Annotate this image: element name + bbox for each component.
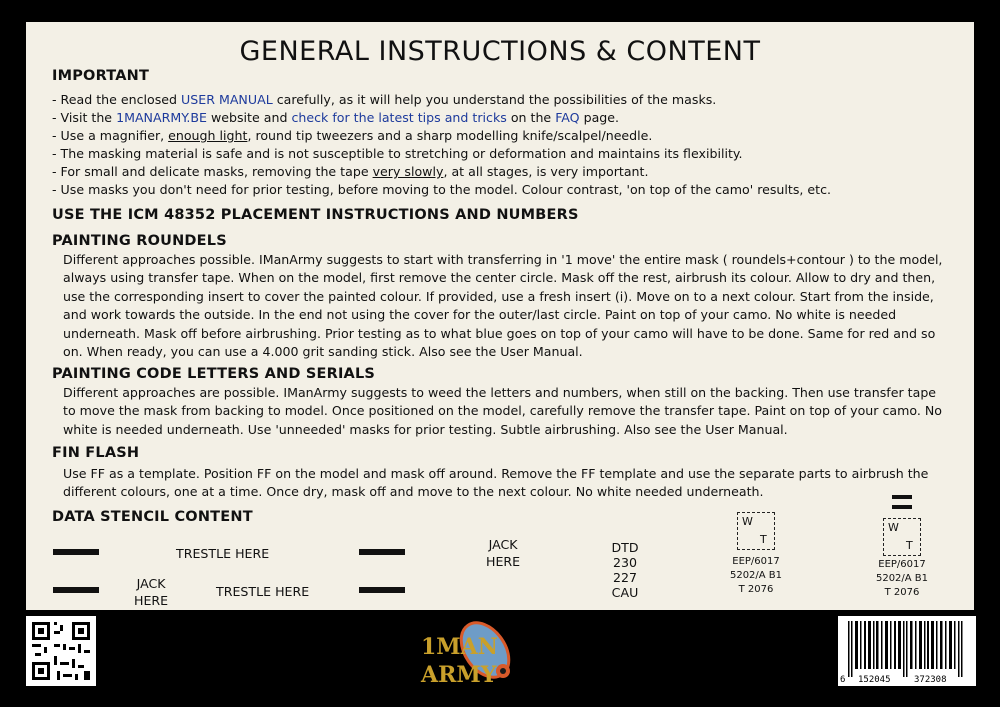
- letters-text: Different approaches are possible. IManArmy suggests to weed the letters and numbers, when still on the backing. Then use transfer tape to move the mask from backing to model. Once positioned on the model, carefully remove the transfer tape. Paint on top of your camo. No white is needed underneath. Use 'unneeded' masks for prior testing. Subtle airbrushing. Also see the User Manual.: [63, 385, 942, 437]
- dtd-stencil: [610, 540, 640, 600]
- stencil-bar: [359, 549, 405, 555]
- eep-text: EEP/6017: [732, 556, 780, 567]
- trestle-here-label: TRESTLE HERE: [176, 546, 270, 561]
- use-icm-heading: USE THE ICM 48352 PLACEMENT INSTRUCTIONS AND NUMBERS: [52, 207, 579, 223]
- important-line-2: [52, 110, 619, 125]
- barcode-graphic: [838, 616, 976, 686]
- fin-flash-heading: FIN FLASH: [52, 445, 140, 461]
- w-letter: W: [742, 515, 753, 528]
- jack-text: JACK: [136, 576, 166, 591]
- logo-text-1man: 1MAN: [421, 634, 498, 660]
- w-letter: W: [888, 521, 899, 534]
- stencil-bar: [892, 505, 912, 509]
- text: carefully, as it will help you understand the possibilities of the masks.: [272, 92, 717, 107]
- wt-stencil-box: [737, 512, 775, 550]
- dtd-text: DTD: [611, 540, 639, 555]
- barcode-digits-right: 372308: [914, 675, 947, 685]
- important-line-5: [52, 164, 648, 179]
- text: - Use a magnifier,: [52, 128, 169, 143]
- page-title: GENERAL INSTRUCTIONS & CONTENT: [239, 36, 761, 67]
- important-line-1: [52, 92, 716, 107]
- stencil-bar: [359, 587, 405, 593]
- stencil-bar: [53, 587, 99, 593]
- eep-stencil: [726, 555, 786, 597]
- cau-text: CAU: [611, 585, 639, 600]
- user-manual-link[interactable]: USER MANUAL: [181, 92, 273, 107]
- spec-text: 5202/A B1: [729, 570, 783, 581]
- spec-text: 5202/A B1: [875, 573, 929, 584]
- qr-code-graphic: [26, 616, 96, 686]
- text: - For small and delicate masks, removing the tape: [52, 164, 373, 179]
- instruction-panel: [26, 22, 974, 610]
- letters-heading: PAINTING CODE LETTERS AND SERIALS: [52, 366, 376, 382]
- barcode-digits-left: 152045: [858, 675, 891, 685]
- wt-stencil-box: [883, 518, 921, 556]
- eep-stencil: [872, 558, 932, 600]
- important-line-6: - Use masks you don't need for prior testing, before moving to the model. Colour contrast, 'on top of the camo' results, etc.: [52, 182, 832, 197]
- text: on the: [506, 110, 556, 125]
- underlined-text: very slowly: [372, 164, 444, 179]
- t2076-text: T 2076: [884, 587, 920, 598]
- text: , round tip tweezers and a sharp modelling knife/scalpel/needle.: [247, 128, 653, 143]
- barcode-digit: 6: [840, 675, 846, 685]
- dtd-number: 227: [612, 570, 638, 585]
- qr-code[interactable]: [26, 616, 96, 686]
- text: - Visit the: [52, 110, 117, 125]
- stencil-heading: DATA STENCIL CONTENT: [52, 509, 253, 525]
- important-line-3: [52, 128, 652, 143]
- barcode: [838, 616, 976, 686]
- underlined-text: enough light: [168, 128, 248, 143]
- t-letter: T: [906, 539, 913, 552]
- text: , at all stages, is very important.: [443, 164, 649, 179]
- fin-flash-text: Use FF as a template. Position FF on the model and mask off around. Remove the FF template and use the separate parts to airbrush the different colours, one at a time. Once dry, mask off and move to the next colour. No white needed underneath.: [63, 466, 929, 500]
- jack-here-label: [486, 536, 520, 570]
- trestle-here-label: TRESTLE HERE: [216, 584, 310, 599]
- tips-link[interactable]: check for the latest tips and tricks: [291, 110, 507, 125]
- jack-text: JACK: [488, 537, 518, 552]
- text: website and: [206, 110, 292, 125]
- important-heading: IMPORTANT: [52, 68, 150, 84]
- text: - Read the enclosed: [52, 92, 182, 107]
- important-line-4: - The masking material is safe and is not susceptible to stretching or deformation and maintains its flexibility.: [52, 146, 743, 161]
- t2076-text: T 2076: [738, 584, 774, 595]
- stencil-bar: [892, 495, 912, 499]
- website-link[interactable]: 1MANARMY.BE: [116, 110, 207, 125]
- brand-logo: [415, 616, 525, 690]
- logo-text-army: ARMY: [421, 662, 497, 688]
- roundels-heading: PAINTING ROUNDELS: [52, 233, 227, 249]
- logo-graphic: [415, 616, 525, 690]
- here-text: HERE: [134, 593, 169, 608]
- here-text: HERE: [486, 554, 521, 569]
- dtd-number: 230: [612, 555, 638, 570]
- t-letter: T: [760, 533, 767, 546]
- text: page.: [579, 110, 620, 125]
- faq-link[interactable]: FAQ: [555, 110, 580, 125]
- eep-text: EEP/6017: [878, 559, 926, 570]
- jack-here-label: [134, 575, 168, 609]
- roundels-text: Different approaches possible. IManArmy suggests to start with transferring in '1 move' the entire mask ( roundels+contour ) to the model, always using transfer tape. When on the model, first remove the center circle. Mask off the rest, airbrush its colour. Allow to dry and then, use the corresponding insert to cover the painted colour. If provided, use a fresh insert (i). Move on to a next colour. Start from the inside, and work towards the outside. In the end not using the cover for the outer/last circle. Paint on top of your camo. No white is needed underneath. Mask off before airbrushing. Prior testing as to what blue goes on top of your camo will have to be done. Same for red and so on. When ready, you can use a 4.000 grit sanding stick. Also see the User Manual.: [63, 252, 943, 360]
- stencil-bar: [53, 549, 99, 555]
